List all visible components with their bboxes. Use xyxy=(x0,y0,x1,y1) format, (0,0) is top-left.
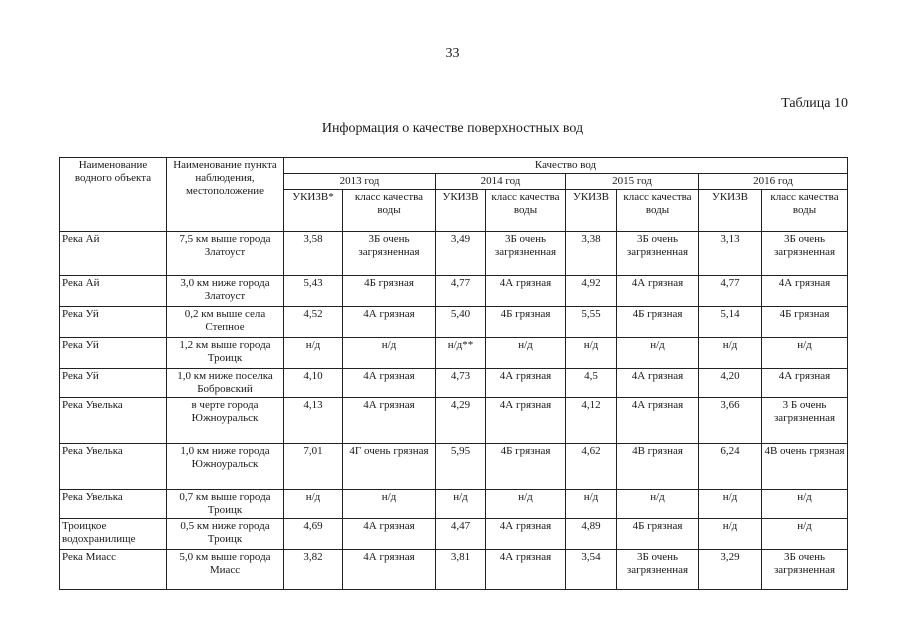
cell-class: 3 Б очень загрязненная xyxy=(762,398,848,444)
header-year-2014: 2014 год xyxy=(436,174,566,190)
cell-ukizv: н/д xyxy=(284,490,343,519)
table-row xyxy=(60,519,848,550)
cell-class: 3Б очень загрязненная xyxy=(617,232,699,276)
cell-class: 4А грязная xyxy=(762,369,848,398)
cell-class: 4Б грязная xyxy=(617,519,699,550)
cell-ukizv: 4,29 xyxy=(436,398,486,444)
cell-class: н/д xyxy=(762,338,848,369)
cell-class: 4А грязная xyxy=(762,276,848,307)
cell-ukizv: н/д xyxy=(699,519,762,550)
cell-ukizv: н/д xyxy=(436,490,486,519)
cell-class: н/д xyxy=(486,338,566,369)
header-year-2016: 2016 год xyxy=(699,174,848,190)
cell-ukizv: 4,77 xyxy=(436,276,486,307)
cell-ukizv: 6,24 xyxy=(699,444,762,490)
cell-ukizv: 7,01 xyxy=(284,444,343,490)
cell-ukizv: 4,73 xyxy=(436,369,486,398)
cell-ukizv: 3,54 xyxy=(566,550,617,590)
cell-class: 4Г очень грязная xyxy=(343,444,436,490)
table-row xyxy=(60,276,848,307)
cell-ukizv: 4,77 xyxy=(699,276,762,307)
cell-ukizv: 4,62 xyxy=(566,444,617,490)
cell-point: 1,0 км ниже поселка Бобровский xyxy=(167,369,284,398)
cell-class: 4А грязная xyxy=(617,276,699,307)
table-row xyxy=(60,490,848,519)
cell-point: 0,7 км выше города Троицк xyxy=(167,490,284,519)
cell-ukizv: 4,5 xyxy=(566,369,617,398)
cell-class: н/д xyxy=(762,490,848,519)
cell-ukizv: н/д xyxy=(284,338,343,369)
cell-class: 4А грязная xyxy=(486,276,566,307)
table-label: Таблица 10 xyxy=(781,96,848,111)
cell-ukizv: н/д xyxy=(566,338,617,369)
cell-ukizv: 5,43 xyxy=(284,276,343,307)
header-object: Наименование водного объекта xyxy=(60,158,167,232)
cell-object: Река Увелька xyxy=(60,490,167,519)
cell-ukizv: 5,95 xyxy=(436,444,486,490)
cell-class: 4А грязная xyxy=(343,550,436,590)
cell-ukizv: 5,55 xyxy=(566,307,617,338)
cell-object: Река Ай xyxy=(60,276,167,307)
cell-class: 4В грязная xyxy=(617,444,699,490)
cell-class: 3Б очень загрязненная xyxy=(762,550,848,590)
cell-class: 3Б очень загрязненная xyxy=(762,232,848,276)
cell-class: 4А грязная xyxy=(486,369,566,398)
cell-ukizv: 4,47 xyxy=(436,519,486,550)
cell-class: 3Б очень загрязненная xyxy=(343,232,436,276)
cell-point: 0,5 км ниже города Троицк xyxy=(167,519,284,550)
cell-ukizv: 5,40 xyxy=(436,307,486,338)
cell-object: Река Миасс xyxy=(60,550,167,590)
cell-object: Река Увелька xyxy=(60,444,167,490)
cell-object: Река Уй xyxy=(60,369,167,398)
cell-ukizv: н/д xyxy=(699,338,762,369)
table-row xyxy=(60,444,848,490)
cell-ukizv: 4,13 xyxy=(284,398,343,444)
cell-class: н/д xyxy=(617,490,699,519)
cell-class: н/д xyxy=(486,490,566,519)
cell-object: Река Уй xyxy=(60,307,167,338)
cell-class: 4Б грязная xyxy=(343,276,436,307)
page-number: 33 xyxy=(445,46,460,61)
cell-class: 4А грязная xyxy=(343,398,436,444)
cell-class: 4А грязная xyxy=(617,398,699,444)
cell-ukizv: 4,20 xyxy=(699,369,762,398)
cell-point: 7,5 км выше города Златоуст xyxy=(167,232,284,276)
cell-point: в черте города Южноуральск xyxy=(167,398,284,444)
cell-class: 4Б грязная xyxy=(486,444,566,490)
cell-class: 4А грязная xyxy=(617,369,699,398)
cell-ukizv: н/д xyxy=(566,490,617,519)
cell-ukizv: 4,52 xyxy=(284,307,343,338)
header-ukizv: УКИЗВ xyxy=(566,190,617,232)
cell-point: 3,0 км ниже города Златоуст xyxy=(167,276,284,307)
table-row xyxy=(60,550,848,590)
cell-class: 4А грязная xyxy=(343,369,436,398)
table-row xyxy=(60,398,848,444)
cell-class: н/д xyxy=(762,519,848,550)
cell-class: 3Б очень загрязненная xyxy=(486,232,566,276)
cell-object: Река Увелька xyxy=(60,398,167,444)
table-row xyxy=(60,307,848,338)
cell-ukizv: 4,12 xyxy=(566,398,617,444)
cell-point: 5,0 км выше города Миасс xyxy=(167,550,284,590)
cell-ukizv: н/д** xyxy=(436,338,486,369)
header-year-2015: 2015 год xyxy=(566,174,699,190)
cell-ukizv: 4,69 xyxy=(284,519,343,550)
cell-class: 3Б очень загрязненная xyxy=(617,550,699,590)
cell-ukizv: н/д xyxy=(699,490,762,519)
water-quality-table xyxy=(59,157,848,590)
cell-class: 4А грязная xyxy=(486,519,566,550)
cell-ukizv: 3,38 xyxy=(566,232,617,276)
cell-point: 1,0 км ниже города Южноуральск xyxy=(167,444,284,490)
cell-class: н/д xyxy=(617,338,699,369)
header-class: класс качества воды xyxy=(486,190,566,232)
cell-ukizv: 3,58 xyxy=(284,232,343,276)
table-row xyxy=(60,338,848,369)
cell-class: н/д xyxy=(343,490,436,519)
cell-object: Река Уй xyxy=(60,338,167,369)
cell-point: 1,2 км выше города Троицк xyxy=(167,338,284,369)
cell-class: 4А грязная xyxy=(343,307,436,338)
header-class: класс качества воды xyxy=(343,190,436,232)
cell-ukizv: 3,29 xyxy=(699,550,762,590)
cell-ukizv: 3,81 xyxy=(436,550,486,590)
header-quality: Качество вод xyxy=(284,158,848,174)
cell-object: Троицкое водохранилище xyxy=(60,519,167,550)
header-ukizv: УКИЗВ* xyxy=(284,190,343,232)
cell-ukizv: 5,14 xyxy=(699,307,762,338)
cell-point: 0,2 км выше села Степное xyxy=(167,307,284,338)
cell-ukizv: 4,10 xyxy=(284,369,343,398)
cell-class: 4А грязная xyxy=(343,519,436,550)
cell-ukizv: 3,66 xyxy=(699,398,762,444)
header-point: Наименование пункта наблюдения, местоположение xyxy=(167,158,284,232)
header-class: класс качества воды xyxy=(617,190,699,232)
header-year-2013: 2013 год xyxy=(284,174,436,190)
cell-class: 4Б грязная xyxy=(617,307,699,338)
cell-ukizv: 3,13 xyxy=(699,232,762,276)
cell-object: Река Ай xyxy=(60,232,167,276)
cell-class: 4А грязная xyxy=(486,550,566,590)
cell-ukizv: 3,82 xyxy=(284,550,343,590)
table-row xyxy=(60,369,848,398)
cell-class: 4А грязная xyxy=(486,398,566,444)
cell-ukizv: 4,89 xyxy=(566,519,617,550)
cell-class: 4Б грязная xyxy=(486,307,566,338)
table-row xyxy=(60,232,848,276)
table-title: Информация о качестве поверхностных вод xyxy=(321,121,584,136)
header-class: класс качества воды xyxy=(762,190,848,232)
cell-class: н/д xyxy=(343,338,436,369)
cell-class: 4Б грязная xyxy=(762,307,848,338)
header-ukizv: УКИЗВ xyxy=(699,190,762,232)
cell-class: 4В очень грязная xyxy=(762,444,848,490)
cell-ukizv: 4,92 xyxy=(566,276,617,307)
header-ukizv: УКИЗВ xyxy=(436,190,486,232)
cell-ukizv: 3,49 xyxy=(436,232,486,276)
